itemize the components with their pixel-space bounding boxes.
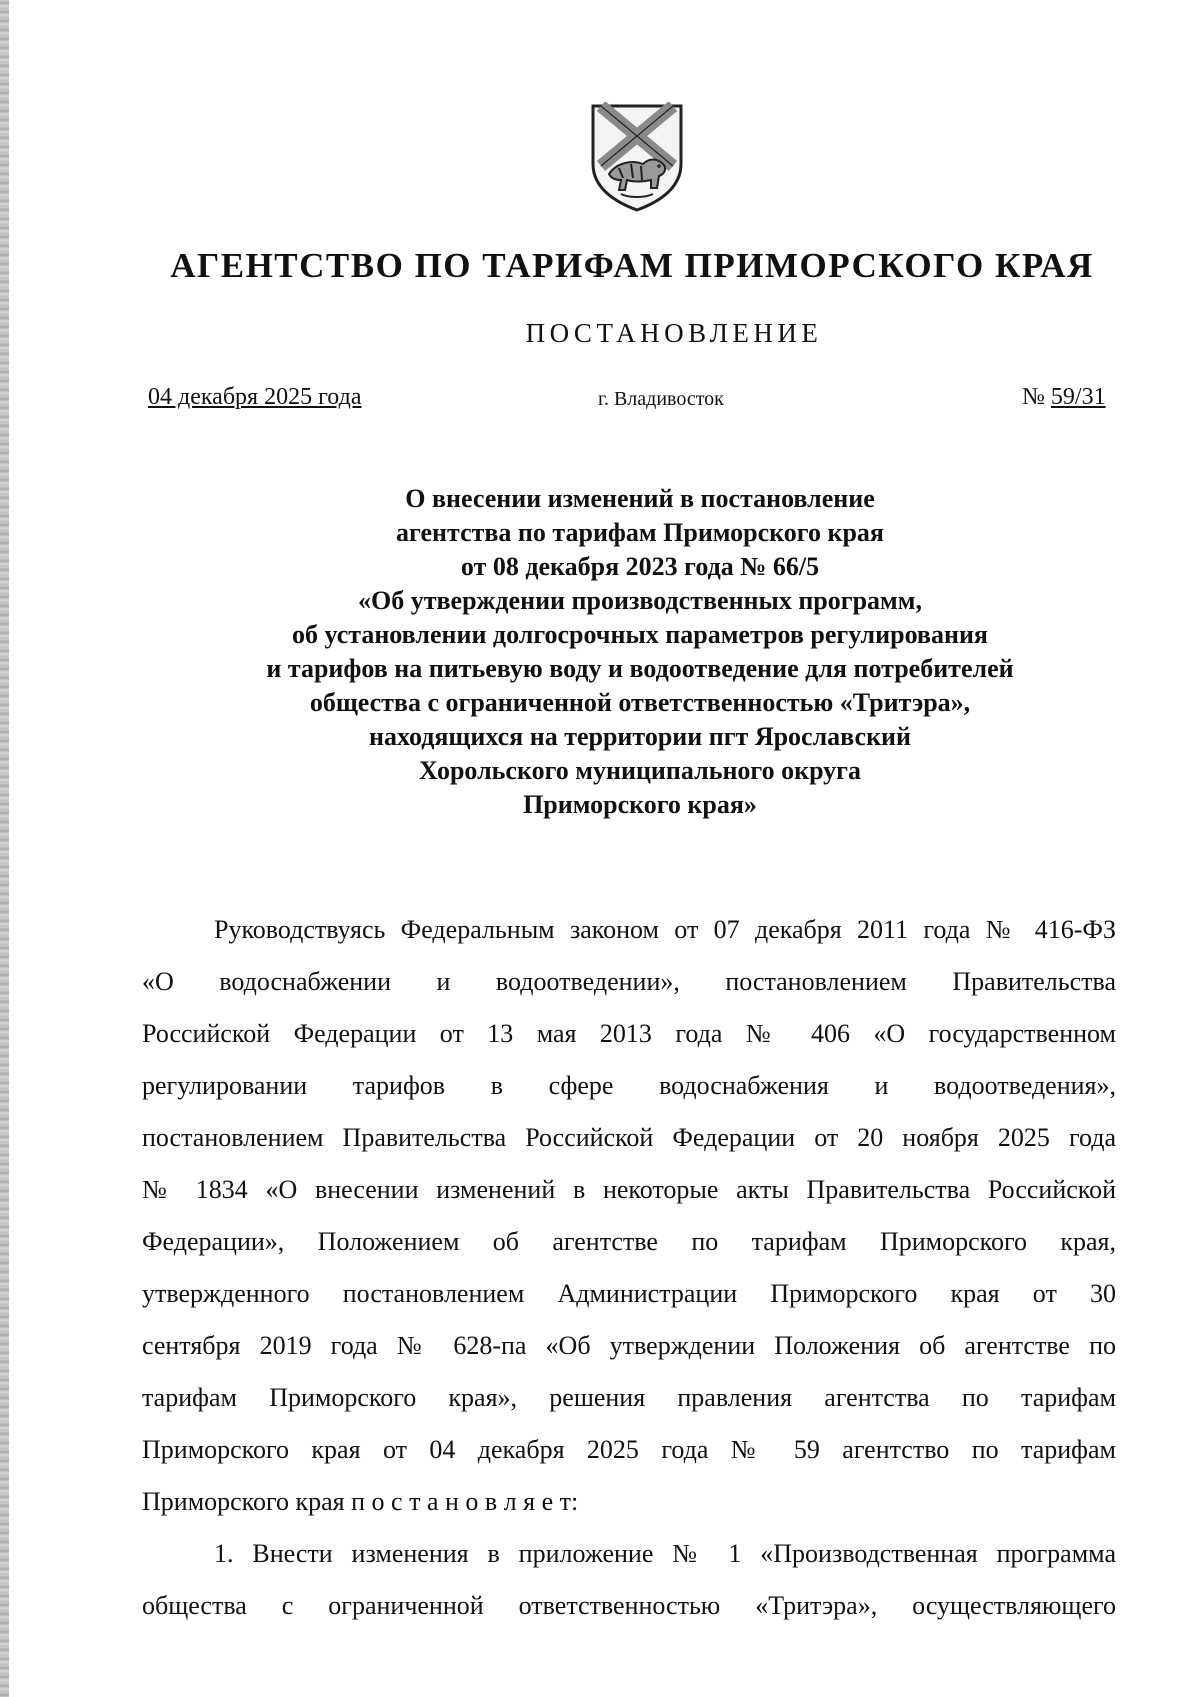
title-line: от 08 декабря 2023 года № 66/5 xyxy=(460,552,820,581)
body-line: Приморского края от 04 декабря 2025 года № 59 агентство по тарифам xyxy=(142,1435,1116,1464)
body-line: общества с ограниченной ответственностью «Тритэра», осуществляющего xyxy=(142,1591,1116,1620)
body-line: Российской Федерации от 13 мая 2013 года № 406 «О государственном xyxy=(142,1019,1116,1048)
title-line: находящихся на территории пгт Ярославский xyxy=(368,722,912,751)
title-line: общества с ограниченной ответственностью «Тритэра», xyxy=(309,688,971,717)
body-line: Приморского края п о с т а н о в л я е т: xyxy=(142,1487,579,1516)
title-line: об установлении долгосрочных параметров регулирования xyxy=(292,620,988,649)
document-number xyxy=(1022,384,1106,411)
document-body xyxy=(142,904,1116,1632)
number-value: 59/31 xyxy=(1050,384,1106,410)
document-title xyxy=(160,482,1120,822)
document-type: ПОСТАНОВЛЕНИЕ xyxy=(525,318,823,348)
body-line: № 1834 «О внесении изменений в некоторые акты Правительства Российской xyxy=(142,1175,1116,1204)
number-prefix: № xyxy=(1022,384,1051,410)
body-line: утвержденного постановлением Администрации Приморского края от 30 xyxy=(142,1279,1116,1308)
body-line: Федерации», Положением об агентстве по тарифам Приморского края, xyxy=(142,1227,1116,1256)
body-line: тарифам Приморского края», решения правления агентства по тарифам xyxy=(142,1383,1116,1412)
body-line: Руководствуясь Федеральным законом от 07 декабря 2011 года № 416-ФЗ xyxy=(214,915,1116,944)
title-line: О внесении изменений в постановление xyxy=(405,484,875,513)
title-line: и тарифов на питьевую воду и водоотведение для потребителей xyxy=(266,654,1014,683)
body-line: постановлением Правительства Российской Федерации от 20 ноября 2025 года xyxy=(142,1123,1116,1152)
title-line: «Об утверждении производственных программ, xyxy=(358,586,922,615)
body-line: сентября 2019 года № 628-па «Об утверждении Положения об агентстве по xyxy=(142,1331,1116,1360)
document-date: 04 декабря 2025 года xyxy=(148,384,362,410)
body-line: регулировании тарифов в сфере водоснабжения и водоотведения», xyxy=(142,1071,1116,1100)
title-line: агентства по тарифам Приморского края xyxy=(396,518,884,547)
body-line: «О водоснабжении и водоотведении», постановлением Правительства xyxy=(142,967,1116,996)
title-line: Приморского края» xyxy=(523,790,757,819)
title-line: Хорольского муниципального округа xyxy=(419,756,861,785)
coat-of-arms-icon xyxy=(587,102,687,214)
document-city: г. Владивосток xyxy=(598,388,724,410)
agency-name: АГЕНТСТВО ПО ТАРИФАМ ПРИМОРСКОГО КРАЯ xyxy=(170,246,1094,285)
body-line: 1. Внести изменения в приложение № 1 «Производственная программа xyxy=(214,1539,1116,1568)
